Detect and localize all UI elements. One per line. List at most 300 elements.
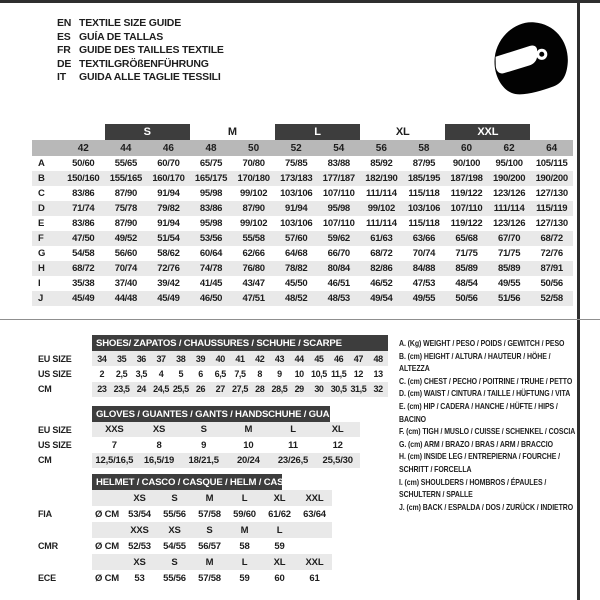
measurement-cell: 72/76 bbox=[540, 248, 563, 259]
measurement-cell: 95/100 bbox=[495, 158, 523, 169]
table-cell: 11 bbox=[288, 439, 298, 451]
table-cell: 7 bbox=[111, 439, 117, 451]
measurement-cell: 185/195 bbox=[407, 173, 441, 184]
table-cell: 10 bbox=[243, 439, 254, 451]
measurement-cell: 49/55 bbox=[412, 293, 436, 304]
measurement-row-label: G bbox=[38, 248, 46, 259]
table-cell: 29 bbox=[289, 382, 309, 397]
helmet-size-cell: S bbox=[157, 490, 192, 506]
table-cell: 6 bbox=[198, 368, 203, 379]
measurement-cell: 127/130 bbox=[535, 188, 568, 199]
measurement-cell: 111/114 bbox=[366, 218, 397, 229]
measurement-cell: 111/114 bbox=[493, 203, 525, 214]
helmet-sizes-row bbox=[38, 522, 332, 538]
size-header-cell: 42 bbox=[77, 142, 89, 154]
measurement-cell: 182/190 bbox=[365, 173, 398, 184]
measurement-cell: 52/58 bbox=[540, 293, 563, 304]
measurement-cell: 105/115 bbox=[535, 158, 568, 169]
table-cell: 7,5 bbox=[234, 368, 246, 379]
table-cell bbox=[92, 490, 122, 506]
table-cell: 9 bbox=[277, 368, 282, 379]
table-cell: 23 bbox=[92, 382, 112, 397]
helmet-standard-label: FIA bbox=[38, 509, 52, 519]
table-cell: 12 bbox=[332, 439, 343, 451]
measurement-cell: 68/72 bbox=[540, 233, 563, 244]
measurement-cell: 80/84 bbox=[327, 263, 350, 274]
measurement-legend bbox=[399, 337, 577, 513]
legend-item: I. (cm) SHOULDERS / HOMBROS / ÉPAULES / SCHULTERN / SPALLE bbox=[399, 476, 547, 500]
language-row bbox=[57, 58, 224, 72]
measurement-cell: 39/42 bbox=[157, 278, 180, 289]
helmet-sizes-row bbox=[38, 490, 332, 506]
table-cell: XXS bbox=[92, 422, 137, 437]
measurement-cell: 76/80 bbox=[242, 263, 265, 274]
measurement-cell: 66/70 bbox=[327, 248, 350, 259]
measurement-cell: 67/70 bbox=[497, 233, 521, 244]
measurement-cell: 54/58 bbox=[72, 248, 95, 259]
measurement-cell: 91/94 bbox=[285, 203, 308, 214]
size-header-cell: 52 bbox=[290, 142, 302, 154]
helmet-sizes-row-spacer bbox=[38, 554, 92, 570]
table-cell: M bbox=[226, 422, 271, 437]
measurement-cell: 51/54 bbox=[157, 233, 180, 244]
measurement-cell: 190/200 bbox=[492, 173, 526, 184]
shoes-row bbox=[38, 351, 388, 366]
legend-item: C. (cm) CHEST / PECHO / POITRINE / TRUHE / PETTO bbox=[399, 375, 573, 386]
table-cell: 30,5 bbox=[329, 382, 349, 397]
helmet-standard-label: CMR bbox=[38, 541, 58, 551]
measurement-cell: 48/53 bbox=[327, 293, 350, 304]
measurement-cell: 65/75 bbox=[199, 158, 223, 169]
top-border-line bbox=[0, 0, 600, 3]
table-cell: 5 bbox=[178, 368, 184, 379]
size-header-cell: 54 bbox=[333, 142, 345, 154]
helmet-value-cell: 59 bbox=[274, 540, 285, 552]
table-cell: 2,5 bbox=[115, 368, 128, 379]
table-cell: 28 bbox=[250, 382, 270, 397]
legend-item: B. (cm) HEIGHT / ALTURA / HAUTEUR / HÖHE / ALTEZZA bbox=[399, 350, 551, 374]
table-cell: 40 bbox=[210, 351, 230, 366]
measurement-cell: 99/102 bbox=[239, 218, 268, 229]
helmet-size-cell: XXL bbox=[297, 554, 332, 570]
table-cell: 43 bbox=[270, 351, 290, 366]
language-title: GUIDA ALLE TAGLIE TESSILI bbox=[79, 71, 221, 83]
table-cell: 27,5 bbox=[230, 382, 250, 397]
gloves-row-label: EU SIZE bbox=[38, 424, 72, 435]
legend-item: A. (Kg) WEIGHT / PESO / POIDS / GEWITCH / PESO bbox=[399, 338, 565, 348]
size-header-cell: 64 bbox=[546, 142, 558, 154]
table-cell: 38 bbox=[171, 351, 191, 366]
table-cell: 28,5 bbox=[270, 382, 290, 397]
measurement-row-label: A bbox=[38, 158, 45, 169]
measurement-cell: 71/75 bbox=[455, 248, 478, 259]
measurement-cell: 115/118 bbox=[408, 188, 440, 199]
table-cell: 10,5 bbox=[310, 368, 327, 379]
helmet-unit-cell: Ø CM bbox=[94, 572, 119, 584]
table-cell: 13 bbox=[373, 368, 383, 379]
measurement-row-label: C bbox=[38, 188, 45, 199]
measurement-cell: 165/175 bbox=[194, 173, 228, 184]
measurement-cell: 47/53 bbox=[412, 278, 436, 289]
helmet-value-cell: 60 bbox=[274, 572, 285, 584]
size-header-cell: 62 bbox=[503, 142, 515, 154]
shoes-row-label: US SIZE bbox=[38, 368, 72, 379]
helmet-size-cell: M bbox=[192, 490, 227, 506]
measurement-row-label: H bbox=[38, 263, 45, 274]
measurement-row-c bbox=[32, 186, 573, 201]
measurement-cell: 70/74 bbox=[412, 248, 436, 259]
table-cell: 27 bbox=[210, 382, 230, 397]
table-cell: S bbox=[181, 422, 226, 437]
measurement-cell: 48/54 bbox=[455, 278, 478, 289]
measurement-cell: 68/72 bbox=[370, 248, 393, 259]
table-cell: 26 bbox=[191, 382, 211, 397]
language-code: IT bbox=[57, 71, 66, 83]
measurement-row-label: D bbox=[38, 203, 45, 214]
helmet-value-cell: 55/56 bbox=[163, 572, 186, 584]
shoes-size-table bbox=[38, 335, 388, 397]
helmet-value-cell: 63/64 bbox=[303, 508, 326, 520]
table-cell: 34 bbox=[92, 351, 112, 366]
size-header-cell: 58 bbox=[418, 142, 430, 154]
table-cell: 8 bbox=[156, 439, 162, 451]
gloves-table-title: GLOVES / GUANTES / GANTS / HANDSCHUHE / GUANTI bbox=[92, 406, 330, 422]
table-cell: 23,5 bbox=[112, 382, 132, 397]
helmet-value-cell: 59 bbox=[239, 572, 250, 584]
measurement-row-a bbox=[32, 156, 573, 171]
language-code: ES bbox=[57, 30, 71, 43]
language-code: DE bbox=[57, 57, 72, 70]
measurement-cell: 46/52 bbox=[370, 278, 393, 289]
table-cell bbox=[92, 554, 122, 570]
measurement-row-h bbox=[32, 261, 573, 276]
table-cell: 24,5 bbox=[151, 382, 171, 397]
measurement-row-d bbox=[32, 201, 573, 216]
measurement-cell: 45/49 bbox=[157, 293, 180, 304]
measurement-cell: 87/95 bbox=[412, 158, 436, 169]
table-cell: 23/26,5 bbox=[271, 453, 316, 468]
size-header-cell: 56 bbox=[375, 142, 387, 154]
measurement-cell: 71/74 bbox=[72, 203, 95, 214]
measurement-cell: 83/86 bbox=[199, 203, 223, 214]
measurement-cell: 95/98 bbox=[199, 218, 223, 229]
measurement-cell: 59/62 bbox=[327, 233, 350, 244]
helmet-size-cell: XS bbox=[122, 490, 157, 506]
helmet-size-cell: XXS bbox=[122, 522, 157, 538]
table-cell: 48 bbox=[368, 351, 388, 366]
table-cell: 20/24 bbox=[226, 453, 271, 468]
helmet-size-cell: M bbox=[227, 522, 262, 538]
helmet-sizes-row-spacer bbox=[38, 522, 92, 538]
measurement-cell: 84/88 bbox=[412, 263, 436, 274]
size-header-cell: 50 bbox=[248, 142, 260, 154]
measurement-cell: 53/56 bbox=[199, 233, 223, 244]
helmet-size-cell: L bbox=[227, 490, 262, 506]
helmet-value-cell: 61 bbox=[309, 572, 320, 584]
helmet-value-cell: 57/58 bbox=[198, 572, 221, 584]
helmet-unit-cell: Ø CM bbox=[94, 540, 119, 552]
measurement-cell: 83/86 bbox=[72, 188, 95, 199]
measurement-cell: 103/106 bbox=[280, 218, 313, 229]
measurement-cell: 58/62 bbox=[157, 248, 180, 259]
measurement-cell: 45/50 bbox=[285, 278, 308, 289]
measurement-cell: 57/60 bbox=[285, 233, 308, 244]
measurement-cell: 177/187 bbox=[322, 173, 355, 184]
measurement-cell: 95/98 bbox=[199, 188, 223, 199]
gloves-row-label: US SIZE bbox=[38, 440, 72, 451]
measurement-cell: 95/98 bbox=[327, 203, 350, 214]
racing-helmet-icon bbox=[488, 16, 572, 106]
measurement-cell: 65/68 bbox=[455, 233, 478, 244]
language-title: TEXTILE SIZE GUIDE bbox=[79, 17, 181, 29]
measurement-cell: 85/92 bbox=[370, 158, 393, 169]
table-cell: 10 bbox=[294, 368, 304, 379]
measurement-cell: 103/106 bbox=[280, 188, 313, 199]
helmet-size-cell: S bbox=[192, 522, 227, 538]
language-list bbox=[57, 17, 224, 85]
measurement-cell: 48/52 bbox=[285, 293, 308, 304]
helmet-table-title: HELMET / CASCO / CASQUE / HELM / CASCO bbox=[92, 474, 282, 490]
table-cell: 46 bbox=[329, 351, 349, 366]
helmet-value-cell: 53/54 bbox=[128, 508, 151, 520]
gloves-size-table bbox=[38, 406, 360, 468]
measurement-cell: 62/66 bbox=[242, 248, 265, 259]
measurement-cell: 49/54 bbox=[370, 293, 393, 304]
table-cell: 16,5/19 bbox=[137, 453, 182, 468]
measurement-cell: 119/122 bbox=[450, 188, 483, 199]
measurement-cell: 87/90 bbox=[242, 203, 265, 214]
size-group-header-row bbox=[32, 124, 573, 140]
language-title: GUÍA DE TALLAS bbox=[79, 30, 164, 43]
measurement-cell: 61/63 bbox=[370, 233, 393, 244]
measurement-cell: 78/82 bbox=[285, 263, 308, 274]
size-group-s: S bbox=[105, 124, 190, 140]
table-cell: 12,5/16,5 bbox=[92, 453, 137, 468]
helmet-unit-cell: Ø CM bbox=[94, 508, 119, 520]
table-cell: 44 bbox=[289, 351, 309, 366]
measurement-cell: 47/51 bbox=[242, 293, 265, 304]
measurement-cell: 60/64 bbox=[199, 248, 223, 259]
table-cell: 24 bbox=[131, 382, 151, 397]
measurement-cell: 107/110 bbox=[322, 188, 355, 199]
measurement-row-label: B bbox=[38, 173, 45, 184]
measurement-cell: 107/110 bbox=[450, 203, 483, 214]
measurement-row-b bbox=[32, 171, 573, 186]
size-group-l: L bbox=[275, 124, 360, 140]
table-cell: 3,5 bbox=[135, 368, 147, 379]
measurement-row-label: J bbox=[38, 293, 43, 304]
measurement-cell: 55/58 bbox=[242, 233, 265, 244]
legend-item: J. (cm) BACK / ESPALDA / DOS / ZURÜCK / INDIETRO bbox=[399, 501, 574, 512]
helmet-size-cell: XS bbox=[122, 554, 157, 570]
legend-item: F. (cm) TIGH / MUSLO / CUISSE / SCHENKEL / COSCIA bbox=[399, 426, 576, 437]
helmet-size-cell: XS bbox=[157, 522, 192, 538]
measurement-cell: 41/45 bbox=[199, 278, 223, 289]
table-cell: 4 bbox=[158, 368, 164, 379]
measurement-cell: 87/91 bbox=[540, 263, 563, 274]
measurement-row-label: I bbox=[38, 278, 41, 289]
size-group-m: M bbox=[227, 126, 237, 138]
measurement-cell: 56/60 bbox=[114, 248, 137, 259]
measurement-row-i bbox=[32, 276, 573, 291]
helmet-size-cell: M bbox=[192, 554, 227, 570]
measurement-cell: 50/60 bbox=[72, 158, 95, 169]
measurement-cell: 90/100 bbox=[452, 158, 481, 169]
measurement-cell: 123/126 bbox=[492, 218, 526, 229]
measurement-cell: 173/183 bbox=[280, 173, 313, 184]
table-cell: 9 bbox=[201, 439, 207, 451]
measurement-cell: 150/160 bbox=[67, 173, 100, 184]
measurement-cell: 35/38 bbox=[72, 278, 95, 289]
table-cell: 37 bbox=[151, 351, 171, 366]
measurement-row-e bbox=[32, 216, 573, 231]
measurement-cell: 47/50 bbox=[72, 233, 95, 244]
table-cell: 18/21,5 bbox=[181, 453, 226, 468]
measurement-cell: 75/78 bbox=[114, 203, 137, 214]
shoes-row bbox=[38, 382, 388, 397]
measurement-cell: 83/88 bbox=[327, 158, 350, 169]
helmet-value-cell bbox=[297, 538, 332, 554]
size-group-xl: XL bbox=[395, 126, 410, 138]
table-cell: 47 bbox=[349, 351, 369, 366]
measurement-cell: 91/94 bbox=[157, 188, 180, 199]
measurement-cell: 107/110 bbox=[322, 218, 355, 229]
table-cell: 31,5 bbox=[349, 382, 369, 397]
measurement-cell: 60/70 bbox=[157, 158, 180, 169]
helmet-value-cell: 52/53 bbox=[128, 540, 151, 552]
measurement-cell: 127/130 bbox=[535, 218, 568, 229]
measurement-row-label: E bbox=[38, 218, 45, 229]
helmet-value-cell: 54/55 bbox=[163, 540, 186, 552]
table-cell: 12 bbox=[353, 368, 363, 379]
size-header-cell: 60 bbox=[460, 142, 473, 154]
table-cell: 35 bbox=[112, 351, 132, 366]
helmet-value-cell: 57/58 bbox=[198, 508, 221, 520]
measurement-cell: 50/56 bbox=[455, 293, 478, 304]
legend-item: H. (cm) INSIDE LEG / ENTREPIERNA / FOURCHE / SCHRITT / FORCELLA bbox=[399, 451, 561, 474]
helmet-size-cell: L bbox=[227, 554, 262, 570]
table-cell: 41 bbox=[230, 351, 250, 366]
legend-item: D. (cm) WAIST / CINTURA / TAILLE / HÜFTUNG / VITA bbox=[399, 388, 571, 399]
helmet-size-cell: S bbox=[157, 554, 192, 570]
measurement-cell: 70/74 bbox=[114, 263, 137, 274]
size-header-cell: 44 bbox=[120, 142, 132, 154]
helmet-size-cell: L bbox=[262, 522, 297, 538]
measurement-cell: 51/56 bbox=[497, 293, 521, 304]
measurement-cell: 75/85 bbox=[285, 158, 308, 169]
right-border-line bbox=[577, 0, 580, 600]
measurement-cell: 115/118 bbox=[408, 218, 440, 229]
gloves-row bbox=[38, 422, 360, 437]
measurement-cell: 119/122 bbox=[450, 218, 483, 229]
measurement-cell: 85/89 bbox=[455, 263, 478, 274]
language-code: FR bbox=[57, 44, 71, 56]
table-cell: 2 bbox=[99, 368, 105, 379]
table-cell: 39 bbox=[191, 351, 211, 366]
shoes-table-title: SHOES/ ZAPATOS / CHAUSSURES / SCHUHE / SCARPE bbox=[92, 335, 388, 351]
measurement-cell: 71/75 bbox=[497, 248, 521, 259]
helmet-value-cell: 61/62 bbox=[268, 508, 291, 520]
measurement-cell: 72/76 bbox=[157, 263, 180, 274]
measurement-cell: 87/90 bbox=[114, 188, 137, 199]
measurement-cell: 46/51 bbox=[327, 278, 350, 289]
gloves-row bbox=[38, 437, 360, 452]
helmet-values-row bbox=[38, 538, 332, 554]
measurement-cell: 49/55 bbox=[497, 278, 521, 289]
gloves-row-label: CM bbox=[38, 455, 52, 466]
helmet-standard-label: ECE bbox=[38, 573, 56, 583]
measurement-cell: 99/102 bbox=[239, 188, 268, 199]
gloves-row bbox=[38, 453, 360, 468]
measurement-cell: 55/65 bbox=[114, 158, 137, 169]
language-row bbox=[57, 17, 224, 31]
measurement-cell: 123/126 bbox=[492, 188, 526, 199]
helmet-size-cell: XL bbox=[262, 490, 297, 506]
legend-item: G. (cm) ARM / BRAZO / BRAS / ARM / BRACCIO bbox=[399, 438, 553, 449]
measurement-cell: 49/52 bbox=[114, 233, 137, 244]
group-spacer bbox=[32, 124, 105, 140]
shoes-row bbox=[38, 366, 388, 381]
measurement-cell: 83/86 bbox=[72, 218, 95, 229]
measurement-cell: 187/198 bbox=[450, 173, 483, 184]
shoes-row-label: CM bbox=[38, 384, 52, 395]
helmet-sizes-row bbox=[38, 554, 332, 570]
measurement-cell: 111/114 bbox=[366, 188, 397, 199]
measurement-cell: 70/80 bbox=[242, 158, 265, 169]
table-cell: 30 bbox=[309, 382, 329, 397]
table-cell: 25,5 bbox=[171, 382, 191, 397]
size-group-xxl: XXL bbox=[445, 124, 530, 140]
helmet-value-cell: 59/60 bbox=[233, 508, 256, 520]
language-row bbox=[57, 71, 224, 85]
measurement-cell: 63/66 bbox=[412, 233, 436, 244]
measurement-cell: 45/49 bbox=[72, 293, 95, 304]
table-cell: XL bbox=[315, 422, 360, 437]
language-title: GUIDE DES TAILLES TEXTILE bbox=[79, 44, 224, 56]
measurement-cell: 74/78 bbox=[199, 263, 223, 274]
table-cell: 45 bbox=[309, 351, 329, 366]
measurement-cell: 46/50 bbox=[199, 293, 223, 304]
table-cell: L bbox=[271, 422, 316, 437]
table-cell: 6,5 bbox=[214, 368, 226, 379]
helmet-size-table bbox=[38, 474, 332, 586]
language-row bbox=[57, 31, 224, 45]
language-row bbox=[57, 44, 224, 58]
measurement-cell: 44/48 bbox=[114, 293, 137, 304]
measurement-cell: 91/94 bbox=[157, 218, 180, 229]
table-cell: 8 bbox=[257, 368, 263, 379]
group-spacer bbox=[530, 124, 573, 140]
shoes-row-label: EU SIZE bbox=[38, 353, 72, 364]
helmet-size-cell: XXL bbox=[297, 490, 332, 506]
measurement-cell: 64/68 bbox=[285, 248, 308, 259]
measurement-row-label: F bbox=[38, 233, 44, 244]
textile-size-table bbox=[32, 124, 573, 306]
measurement-cell: 170/180 bbox=[237, 173, 270, 184]
measurement-cell: 155/165 bbox=[109, 173, 142, 184]
helmet-sizes-row-spacer bbox=[38, 490, 92, 506]
measurement-cell: 50/56 bbox=[540, 278, 563, 289]
helmet-values-row bbox=[38, 570, 332, 586]
language-code: EN bbox=[57, 17, 72, 29]
measurement-cell: 190/200 bbox=[535, 173, 568, 184]
measurement-cell: 79/82 bbox=[157, 203, 180, 214]
helmet-size-cell: XL bbox=[262, 554, 297, 570]
measurement-cell: 43/47 bbox=[242, 278, 265, 289]
helmet-size-cell bbox=[297, 522, 332, 538]
language-title: TEXTILGRÖßENFÜHRUNG bbox=[79, 57, 209, 70]
measurement-cell: 82/86 bbox=[370, 263, 393, 274]
